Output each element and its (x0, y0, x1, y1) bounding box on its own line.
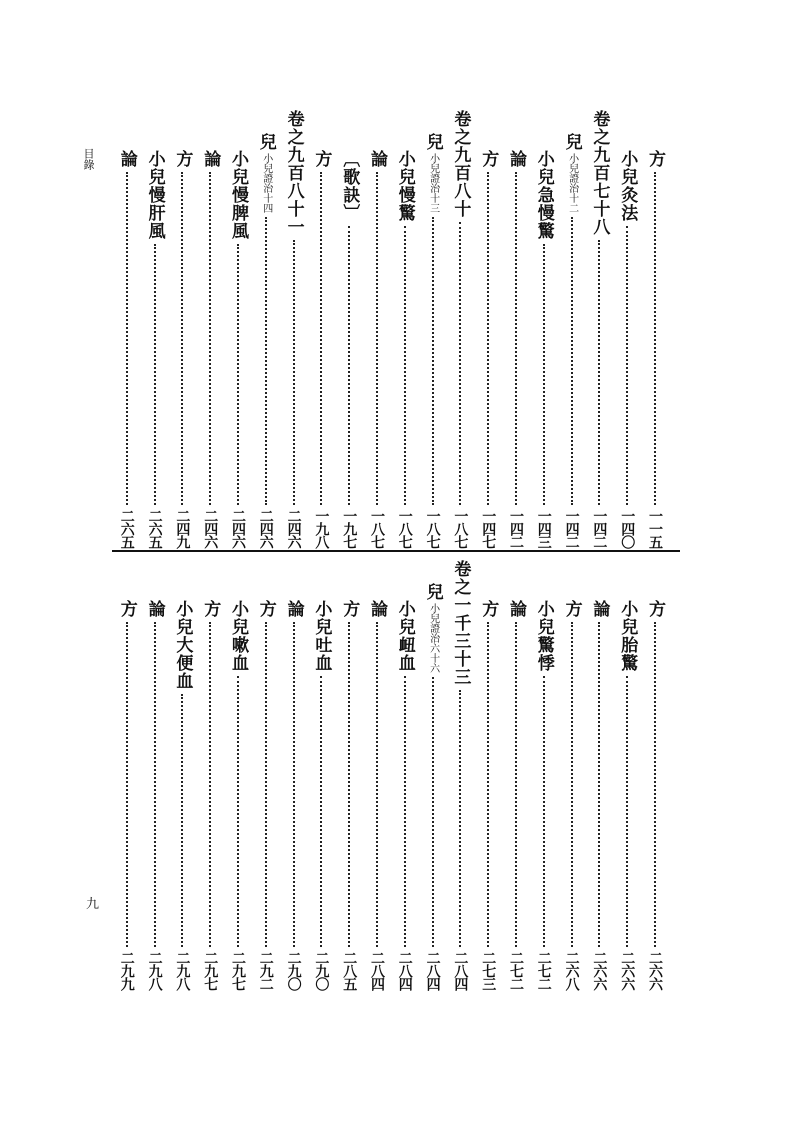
dot-leader (237, 244, 239, 505)
entry-page: 一九七 (341, 509, 358, 548)
dot-leader (209, 622, 211, 947)
entry-title: 方 (645, 600, 665, 618)
entry-title: 小兒吐血 (311, 600, 332, 672)
entry-page: 二九九 (118, 951, 135, 990)
toc-entry (366, 150, 388, 548)
toc-entry (171, 600, 193, 990)
toc-entry (644, 150, 666, 548)
entry-subtitle: 小兒證治十三 (427, 153, 439, 213)
entry-page: 二四六 (202, 509, 219, 548)
toc-entry (616, 150, 638, 548)
entry-title: 小兒驚悸 (533, 600, 554, 672)
toc-entry (533, 150, 555, 548)
entry-page: 二九〇 (285, 951, 302, 990)
toc-entry (505, 150, 527, 548)
dot-leader (404, 676, 406, 947)
entry-page: 一一五 (647, 509, 663, 548)
dot-leader (515, 172, 517, 505)
entry-page: 一八七 (424, 509, 441, 548)
entry-title: 方 (116, 600, 137, 618)
dot-leader (320, 172, 322, 505)
dot-leader (209, 172, 211, 505)
entry-title: 論 (367, 600, 387, 618)
toc-entry (283, 110, 305, 548)
dot-leader (654, 172, 656, 505)
toc-entry (283, 600, 305, 990)
toc-entry (255, 600, 277, 990)
entry-page: 二九七 (202, 951, 219, 990)
entry-page: 二九八 (174, 951, 191, 990)
entry-page: 二九七 (230, 951, 246, 990)
dot-leader (654, 622, 656, 947)
entry-subtitle: 小兒證治十四 (260, 153, 272, 213)
dot-leader (376, 622, 378, 947)
toc-entry (199, 150, 221, 548)
toc-entry (394, 600, 416, 990)
toc-entry (422, 133, 444, 548)
entry-page: 二八四 (369, 951, 385, 990)
dot-leader (348, 226, 350, 505)
entry-title: 論 (283, 600, 304, 618)
entry-page: 二八四 (424, 951, 441, 990)
toc-entry (338, 600, 360, 990)
entry-title: 兒 (422, 133, 443, 151)
entry-title: 方 (339, 600, 360, 618)
entry-page: 二九二 (257, 951, 274, 990)
dot-leader (571, 217, 573, 505)
entry-title: 卷之九百八十一 (283, 110, 304, 236)
entry-title: 兒 (561, 133, 582, 151)
entry-page: 二九〇 (313, 951, 330, 990)
toc-entry (449, 560, 471, 990)
entry-title: 兒 (255, 133, 276, 151)
dot-leader (487, 172, 489, 505)
toc-entry (394, 150, 416, 548)
dot-leader (571, 622, 573, 947)
entry-title: 〔歌訣〕 (339, 150, 360, 222)
entry-page: 二四九 (174, 509, 191, 548)
toc-entry (366, 600, 388, 990)
entry-title: 論 (200, 150, 221, 168)
entry-title: 小兒胎驚 (617, 600, 638, 672)
entry-page: 二八四 (396, 951, 413, 990)
dot-leader (598, 240, 600, 505)
entry-title: 小兒大便血 (172, 600, 193, 690)
toc-entry (310, 150, 332, 548)
entry-title: 方 (311, 150, 332, 168)
dot-leader (126, 172, 128, 505)
dot-leader (432, 217, 434, 505)
dot-leader (237, 676, 239, 947)
entry-title: 論 (506, 600, 526, 618)
dot-leader (265, 622, 267, 947)
entry-title: 方 (478, 150, 499, 168)
dot-leader (459, 690, 461, 947)
entry-title: 小兒慢驚 (394, 150, 415, 222)
toc-entry (449, 110, 471, 548)
entry-page: 一九八 (313, 509, 330, 548)
toc-entry (561, 133, 583, 548)
entry-page: 二九八 (146, 951, 163, 990)
entry-page: 二六八 (563, 951, 580, 990)
entry-title: 小兒急慢驚 (533, 150, 554, 240)
entry-page: 一八七 (369, 509, 385, 548)
entry-title: 方 (645, 150, 665, 168)
toc-entry (644, 600, 666, 990)
dot-leader (154, 244, 156, 505)
toc-entry (310, 600, 332, 990)
entry-page: 二四六 (285, 509, 302, 548)
dot-leader (626, 676, 628, 947)
entry-title: 論 (589, 600, 610, 618)
entry-title: 方 (255, 600, 276, 618)
dot-leader (487, 622, 489, 947)
entry-page: 二四六 (230, 509, 246, 548)
entry-page: 一四二 (591, 509, 608, 548)
toc-entry (588, 110, 610, 548)
entry-page: 一四二 (563, 509, 580, 548)
entry-subtitle: 小兒證治六十六 (427, 603, 439, 673)
dot-leader (348, 622, 350, 947)
entry-title: 方 (200, 600, 221, 618)
toc-entry (338, 150, 360, 548)
entry-title: 論 (144, 600, 165, 618)
toc-entry (533, 600, 555, 990)
toc-entry (505, 600, 527, 990)
dot-leader (404, 226, 406, 505)
dot-leader (598, 622, 600, 947)
section-header: 目錄 (82, 148, 95, 170)
dot-leader (293, 240, 295, 505)
entry-page: 二八四 (452, 951, 469, 990)
page-number: 九 (86, 897, 100, 912)
dot-leader (376, 172, 378, 505)
toc-entry (227, 150, 249, 548)
entry-title: 小兒嗽血 (228, 600, 248, 672)
toc-entry (422, 583, 444, 990)
toc-entry (144, 600, 166, 990)
entry-page: 二七三 (480, 951, 497, 990)
entry-page: 一八七 (396, 509, 413, 548)
entry-title: 方 (561, 600, 582, 618)
toc-entry (477, 150, 499, 548)
entry-title: 小兒灸法 (617, 150, 638, 222)
toc-entry (199, 600, 221, 990)
dot-leader (626, 226, 628, 505)
toc-entry (171, 150, 193, 548)
entry-title: 論 (367, 150, 387, 168)
dot-leader (459, 222, 461, 505)
entry-page: 一八七 (452, 509, 469, 548)
entry-title: 卷之一千三十三 (450, 560, 471, 686)
entry-title: 方 (172, 150, 193, 168)
entry-page: 二七二 (535, 951, 552, 990)
toc-entry (227, 600, 249, 990)
entry-page: 一四〇 (619, 509, 636, 548)
entry-page: 一四二 (508, 509, 524, 548)
entry-page: 二六六 (647, 951, 663, 990)
toc-entry (588, 600, 610, 990)
dot-leader (126, 622, 128, 947)
dot-leader (543, 244, 545, 505)
entry-page: 一四三 (535, 509, 552, 548)
toc-entry (144, 150, 166, 548)
entry-title: 論 (116, 150, 137, 168)
dot-leader (181, 694, 183, 947)
dot-leader (515, 622, 517, 947)
entry-page: 一四七 (480, 509, 497, 548)
entry-title: 小兒衄血 (394, 600, 415, 672)
dot-leader (293, 622, 295, 947)
entry-page: 二六五 (146, 509, 163, 548)
entry-subtitle: 小兒證治十二 (566, 153, 578, 213)
toc-entry (616, 600, 638, 990)
entry-page: 二四六 (257, 509, 274, 548)
entry-page: 二六六 (619, 951, 636, 990)
toc-entry (561, 600, 583, 990)
dot-leader (320, 676, 322, 947)
dot-leader (265, 217, 267, 505)
entry-page: 二七二 (508, 951, 524, 990)
entry-title: 論 (506, 150, 526, 168)
entry-title: 小兒慢肝風 (144, 150, 165, 240)
entry-page: 二八五 (341, 951, 358, 990)
dot-leader (543, 676, 545, 947)
entry-title: 兒 (422, 583, 443, 601)
entry-title: 小兒慢脾風 (228, 150, 248, 240)
dot-leader (432, 677, 434, 947)
section-divider (112, 550, 680, 552)
toc-entry (116, 150, 138, 548)
entry-title: 卷之九百七十八 (589, 110, 610, 236)
dot-leader (154, 622, 156, 947)
entry-page: 二六六 (591, 951, 608, 990)
dot-leader (181, 172, 183, 505)
entry-title: 方 (478, 600, 499, 618)
toc-entry (116, 600, 138, 990)
toc-entry (477, 600, 499, 990)
toc-entry (255, 133, 277, 548)
entry-title: 卷之九百八十 (450, 110, 471, 218)
entry-page: 二六五 (118, 509, 135, 548)
